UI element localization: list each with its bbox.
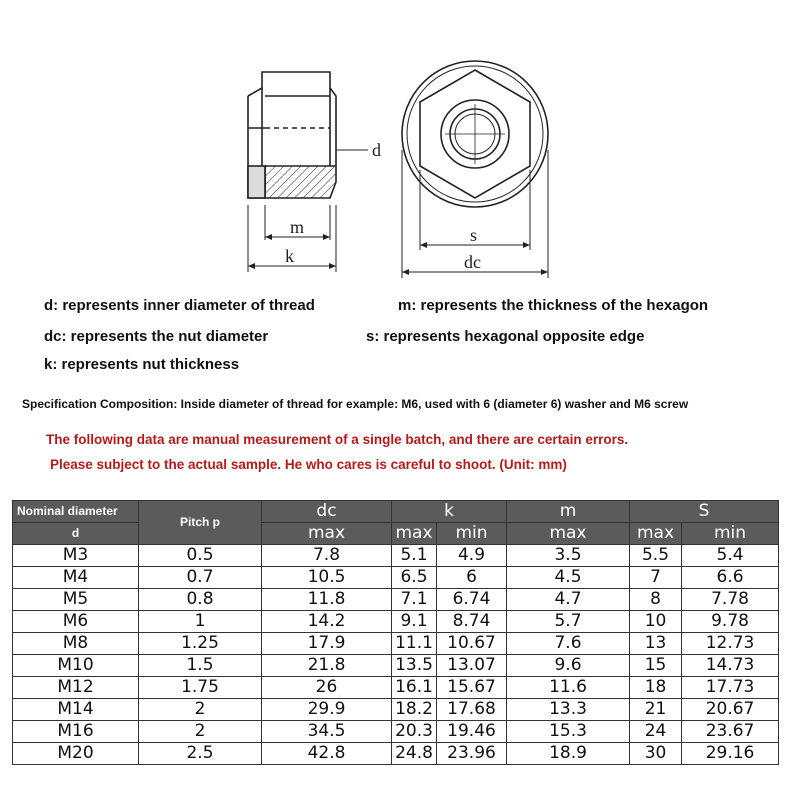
label-s: s: [470, 225, 478, 245]
table-row: [13, 655, 779, 677]
header-s-max: max: [630, 523, 682, 545]
cell-d: M3: [13, 545, 139, 567]
cell-dc-max: 10.5: [262, 567, 392, 589]
table-row: [13, 611, 779, 633]
cell-s-min: 6.6: [682, 567, 779, 589]
cell-m-max: 15.3: [507, 721, 630, 743]
header-k-min: min: [437, 523, 507, 545]
table-row: [13, 721, 779, 743]
header-m: m: [507, 501, 630, 523]
cell-dc-max: 29.9: [262, 699, 392, 721]
cell-pitch: 1: [139, 611, 262, 633]
cell-m-max: 5.7: [507, 611, 630, 633]
cell-k-min: 6: [437, 567, 507, 589]
cell-k-max: 5.1: [392, 545, 437, 567]
cell-k-min: 23.96: [437, 743, 507, 765]
cell-pitch: 0.8: [139, 589, 262, 611]
cell-s-min: 29.16: [682, 743, 779, 765]
cell-dc-max: 34.5: [262, 721, 392, 743]
cell-s-min: 12.73: [682, 633, 779, 655]
cell-k-min: 13.07: [437, 655, 507, 677]
cell-s-max: 8: [630, 589, 682, 611]
table-row: [13, 677, 779, 699]
cell-d: M8: [13, 633, 139, 655]
cell-k-max: 18.2: [392, 699, 437, 721]
cell-dc-max: 11.8: [262, 589, 392, 611]
cell-s-min: 20.67: [682, 699, 779, 721]
cell-s-max: 15: [630, 655, 682, 677]
cell-dc-max: 7.8: [262, 545, 392, 567]
nut-side-view: [248, 72, 368, 272]
cell-s-max: 10: [630, 611, 682, 633]
cell-dc-max: 14.2: [262, 611, 392, 633]
header-dc: dc: [262, 501, 392, 523]
cell-s-max: 13: [630, 633, 682, 655]
cell-s-max: 30: [630, 743, 682, 765]
legend-dc: dc: represents the nut diameter: [44, 328, 269, 345]
cell-s-min: 14.73: [682, 655, 779, 677]
nut-top-view: [402, 61, 548, 278]
label-d: d: [372, 140, 381, 160]
specification-note: Specification Composition: Inside diameter of thread for example: M6, used with 6 (diameter 6) washer and M6 screw: [22, 397, 689, 411]
cell-d: M10: [13, 655, 139, 677]
cell-s-max: 24: [630, 721, 682, 743]
cell-pitch: 0.5: [139, 545, 262, 567]
cell-m-max: 18.9: [507, 743, 630, 765]
cell-k-min: 6.74: [437, 589, 507, 611]
cell-d: M16: [13, 721, 139, 743]
cell-s-min: 23.67: [682, 721, 779, 743]
cell-k-min: 10.67: [437, 633, 507, 655]
table-row: [13, 743, 779, 765]
legend-k: k: represents nut thickness: [44, 356, 240, 373]
cell-k-max: 13.5: [392, 655, 437, 677]
cell-s-max: 18: [630, 677, 682, 699]
header-s: S: [630, 501, 779, 523]
cell-k-min: 8.74: [437, 611, 507, 633]
cell-pitch: 1.25: [139, 633, 262, 655]
header-nominal-diameter: Nominal diameter: [13, 501, 139, 523]
table-row: [13, 545, 779, 567]
cell-k-max: 24.8: [392, 743, 437, 765]
table-subheader-row: [13, 523, 779, 545]
cell-s-min: 9.78: [682, 611, 779, 633]
table-body: [13, 545, 779, 765]
cell-dc-max: 26: [262, 677, 392, 699]
measurement-note-line1: The following data are manual measurement of a single batch, and there are certain errors.: [46, 432, 629, 447]
cell-pitch: 2.5: [139, 743, 262, 765]
cell-pitch: 2: [139, 699, 262, 721]
cell-s-max: 5.5: [630, 545, 682, 567]
table-row: [13, 633, 779, 655]
legend-d: d: represents inner diameter of thread: [44, 297, 315, 314]
cell-s-min: 17.73: [682, 677, 779, 699]
cell-s-max: 21: [630, 699, 682, 721]
table-header-row: [13, 501, 779, 523]
header-nominal-d: d: [13, 523, 139, 545]
legend-s: s: represents hexagonal opposite edge: [366, 328, 645, 345]
cell-m-max: 7.6: [507, 633, 630, 655]
cell-m-max: 3.5: [507, 545, 630, 567]
cell-d: M20: [13, 743, 139, 765]
label-m: m: [290, 217, 305, 237]
cell-dc-max: 21.8: [262, 655, 392, 677]
cell-d: M5: [13, 589, 139, 611]
cell-dc-max: 17.9: [262, 633, 392, 655]
table-row: [13, 699, 779, 721]
cell-k-max: 7.1: [392, 589, 437, 611]
cell-d: M6: [13, 611, 139, 633]
cell-d: M4: [13, 567, 139, 589]
cell-d: M12: [13, 677, 139, 699]
cell-s-max: 7: [630, 567, 682, 589]
table-row: [13, 589, 779, 611]
header-k: k: [392, 501, 507, 523]
cell-s-min: 7.78: [682, 589, 779, 611]
cell-s-min: 5.4: [682, 545, 779, 567]
cell-pitch: 1.75: [139, 677, 262, 699]
cell-pitch: 1.5: [139, 655, 262, 677]
header-k-max: max: [392, 523, 437, 545]
cell-k-min: 17.68: [437, 699, 507, 721]
cell-pitch: 2: [139, 721, 262, 743]
cell-k-min: 15.67: [437, 677, 507, 699]
header-s-min: min: [682, 523, 779, 545]
cell-k-max: 20.3: [392, 721, 437, 743]
cell-k-min: 19.46: [437, 721, 507, 743]
cell-dc-max: 42.8: [262, 743, 392, 765]
label-dc: dc: [464, 252, 481, 272]
label-k: k: [285, 246, 294, 266]
cell-d: M14: [13, 699, 139, 721]
cell-m-max: 11.6: [507, 677, 630, 699]
cell-m-max: 4.7: [507, 589, 630, 611]
cell-m-max: 13.3: [507, 699, 630, 721]
cell-pitch: 0.7: [139, 567, 262, 589]
cell-k-max: 6.5: [392, 567, 437, 589]
header-pitch: Pitch p: [139, 501, 262, 545]
spec-table: [12, 500, 779, 765]
legend-m: m: represents the thickness of the hexagon: [398, 297, 709, 314]
header-dc-max: max: [262, 523, 392, 545]
header-m-max: max: [507, 523, 630, 545]
cell-k-max: 16.1: [392, 677, 437, 699]
cell-k-min: 4.9: [437, 545, 507, 567]
nut-technical-drawing: [0, 0, 800, 290]
table-row: [13, 567, 779, 589]
cell-m-max: 9.6: [507, 655, 630, 677]
cell-k-max: 9.1: [392, 611, 437, 633]
cell-k-max: 11.1: [392, 633, 437, 655]
measurement-note-line2: Please subject to the actual sample. He who cares is careful to shoot. (Unit: mm): [50, 457, 567, 472]
cell-m-max: 4.5: [507, 567, 630, 589]
